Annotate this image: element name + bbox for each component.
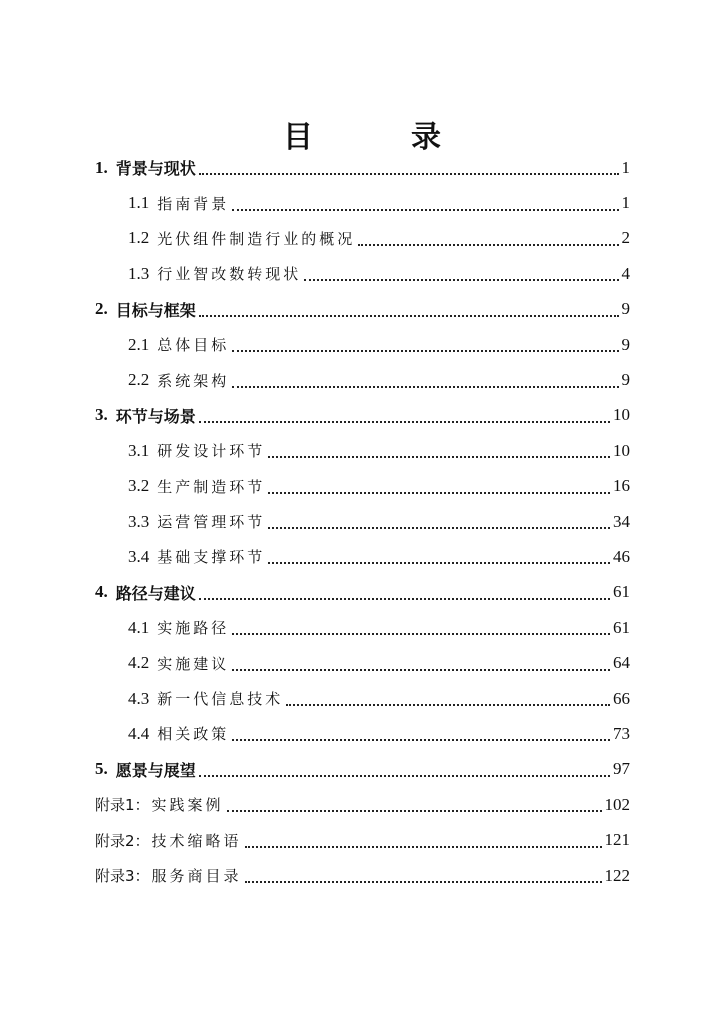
toc-entry-title: 总体目标 [157,336,230,355]
toc-entry-page: 1 [621,193,630,213]
toc-entry[interactable] [95,221,630,256]
toc-entry-appendix[interactable] [95,858,630,893]
toc-entry[interactable] [95,398,630,433]
toc-entry-number: 4.4 [128,723,150,743]
toc-entry-title: 研发设计环节 [157,442,266,461]
toc-entry-appendix[interactable] [95,787,630,822]
toc-dot-leader [199,420,610,423]
toc-entry-title: 光伏组件制造行业的概况 [157,229,356,248]
toc-entry-page: 1 [621,157,630,177]
toc-entry-appendix[interactable] [95,822,630,857]
toc-entry[interactable] [95,716,630,751]
toc-entry-number: 3.2 [128,476,150,496]
toc-dot-leader [358,243,618,246]
toc-entry-title: 生产制造环节 [157,477,266,496]
toc-entry[interactable] [95,645,630,680]
toc-entry-number: 附录3： [95,867,150,885]
toc-entry[interactable] [95,575,630,610]
toc-entry-number: 1. [95,157,108,177]
toc-entry-number: 1.2 [128,228,150,248]
toc-entry-title: 实施建议 [157,654,230,673]
toc-entry-number: 2. [95,299,108,319]
toc-entry-title: 背景与现状 [115,159,196,179]
toc-entry-title: 愿景与展望 [115,760,196,780]
toc-entry-number: 2.1 [128,334,150,354]
toc-entry-number: 4. [95,582,108,602]
toc-entry-number: 4.1 [128,617,150,637]
toc-dot-leader [232,208,618,211]
toc-entry-title: 实施路径 [157,619,230,638]
toc-entry-number: 附录1： [95,796,150,815]
toc-entry-page: 10 [613,440,630,460]
toc-dot-leader [245,880,602,883]
toc-dot-leader [227,809,602,812]
toc-dot-leader [232,632,610,635]
toc-entry-title: 技术缩略语 [151,831,242,850]
toc-entry-title: 运营管理环节 [157,513,266,532]
toc-entry-page: 34 [613,511,630,531]
toc-entry-page: 121 [604,830,630,850]
toc-entry[interactable] [95,610,630,645]
toc-dot-leader [268,455,610,458]
toc-entry-page: 10 [613,405,630,425]
toc-entry-number: 3.4 [128,546,150,566]
toc-entry-title: 基础支撑环节 [157,548,266,567]
toc-entry-number: 5. [95,759,108,779]
toc-entry-number: 1.3 [128,263,150,283]
toc-dot-leader [232,349,618,352]
toc-dot-leader [199,597,610,600]
toc-title: 目 录 [283,120,475,155]
toc-entry[interactable] [95,681,630,716]
toc-entry-page: 122 [604,865,630,885]
toc-entry-page: 9 [621,334,630,354]
toc-entry[interactable] [95,362,630,397]
toc-entry-number: 3.3 [128,511,150,531]
toc-entry-title: 实践案例 [151,796,224,815]
toc-entry[interactable] [95,185,630,220]
toc-entry-page: 61 [613,617,630,637]
toc-entry-page: 102 [604,794,630,814]
toc-entry[interactable] [95,504,630,539]
toc-entry-title: 相关政策 [157,725,230,744]
toc-entry-page: 64 [613,653,630,673]
toc-entry-number: 附录2： [95,831,150,850]
toc-entry-page: 73 [613,723,630,743]
toc-dot-leader [268,526,610,529]
toc-entry-number: 1.1 [128,193,150,213]
toc-dot-leader [268,491,610,494]
toc-entry-page: 9 [621,370,630,390]
toc-dot-leader [199,774,610,777]
toc-entry-page: 4 [621,263,630,283]
toc-entry[interactable] [95,150,630,185]
toc-entry[interactable] [95,292,630,327]
toc-entry-page: 9 [621,299,630,319]
toc-entry-title: 环节与场景 [115,406,196,426]
toc-dot-leader [199,172,619,175]
toc-entry-title: 新一代信息技术 [157,690,284,709]
toc-entry[interactable] [95,469,630,504]
toc-entry[interactable] [95,256,630,291]
toc-entry-page: 46 [613,546,630,566]
toc-dot-leader [304,278,618,281]
toc-dot-leader [268,561,610,564]
toc-dot-leader [286,703,610,706]
toc-dot-leader [232,738,610,741]
toc-entry-title: 行业智改数转现状 [157,265,302,284]
toc-dot-leader [232,668,610,671]
toc-entry-title: 指南背景 [157,194,230,213]
toc-entry-number: 3. [95,405,108,425]
toc-entry-number: 2.2 [128,370,150,390]
toc-entry-page: 97 [613,759,630,779]
toc-dot-leader [199,314,619,317]
toc-dot-leader [245,845,602,848]
toc-entry-page: 61 [613,582,630,602]
toc-entry-title: 系统架构 [157,371,230,390]
toc-entry[interactable] [95,327,630,362]
table-of-contents [95,150,630,893]
toc-entry-number: 3.1 [128,440,150,460]
toc-entry-number: 4.2 [128,653,150,673]
toc-entry-title: 路径与建议 [115,583,196,603]
toc-entry-title: 服务商目录 [151,867,242,885]
toc-entry-page: 2 [621,228,630,248]
toc-entry-page: 16 [613,476,630,496]
toc-entry-page: 66 [613,688,630,708]
toc-entry[interactable] [95,433,630,468]
toc-entry-number: 4.3 [128,688,150,708]
toc-entry[interactable] [95,539,630,574]
toc-entry[interactable] [95,752,630,787]
toc-entry-title: 目标与框架 [115,300,196,320]
toc-dot-leader [232,385,618,388]
